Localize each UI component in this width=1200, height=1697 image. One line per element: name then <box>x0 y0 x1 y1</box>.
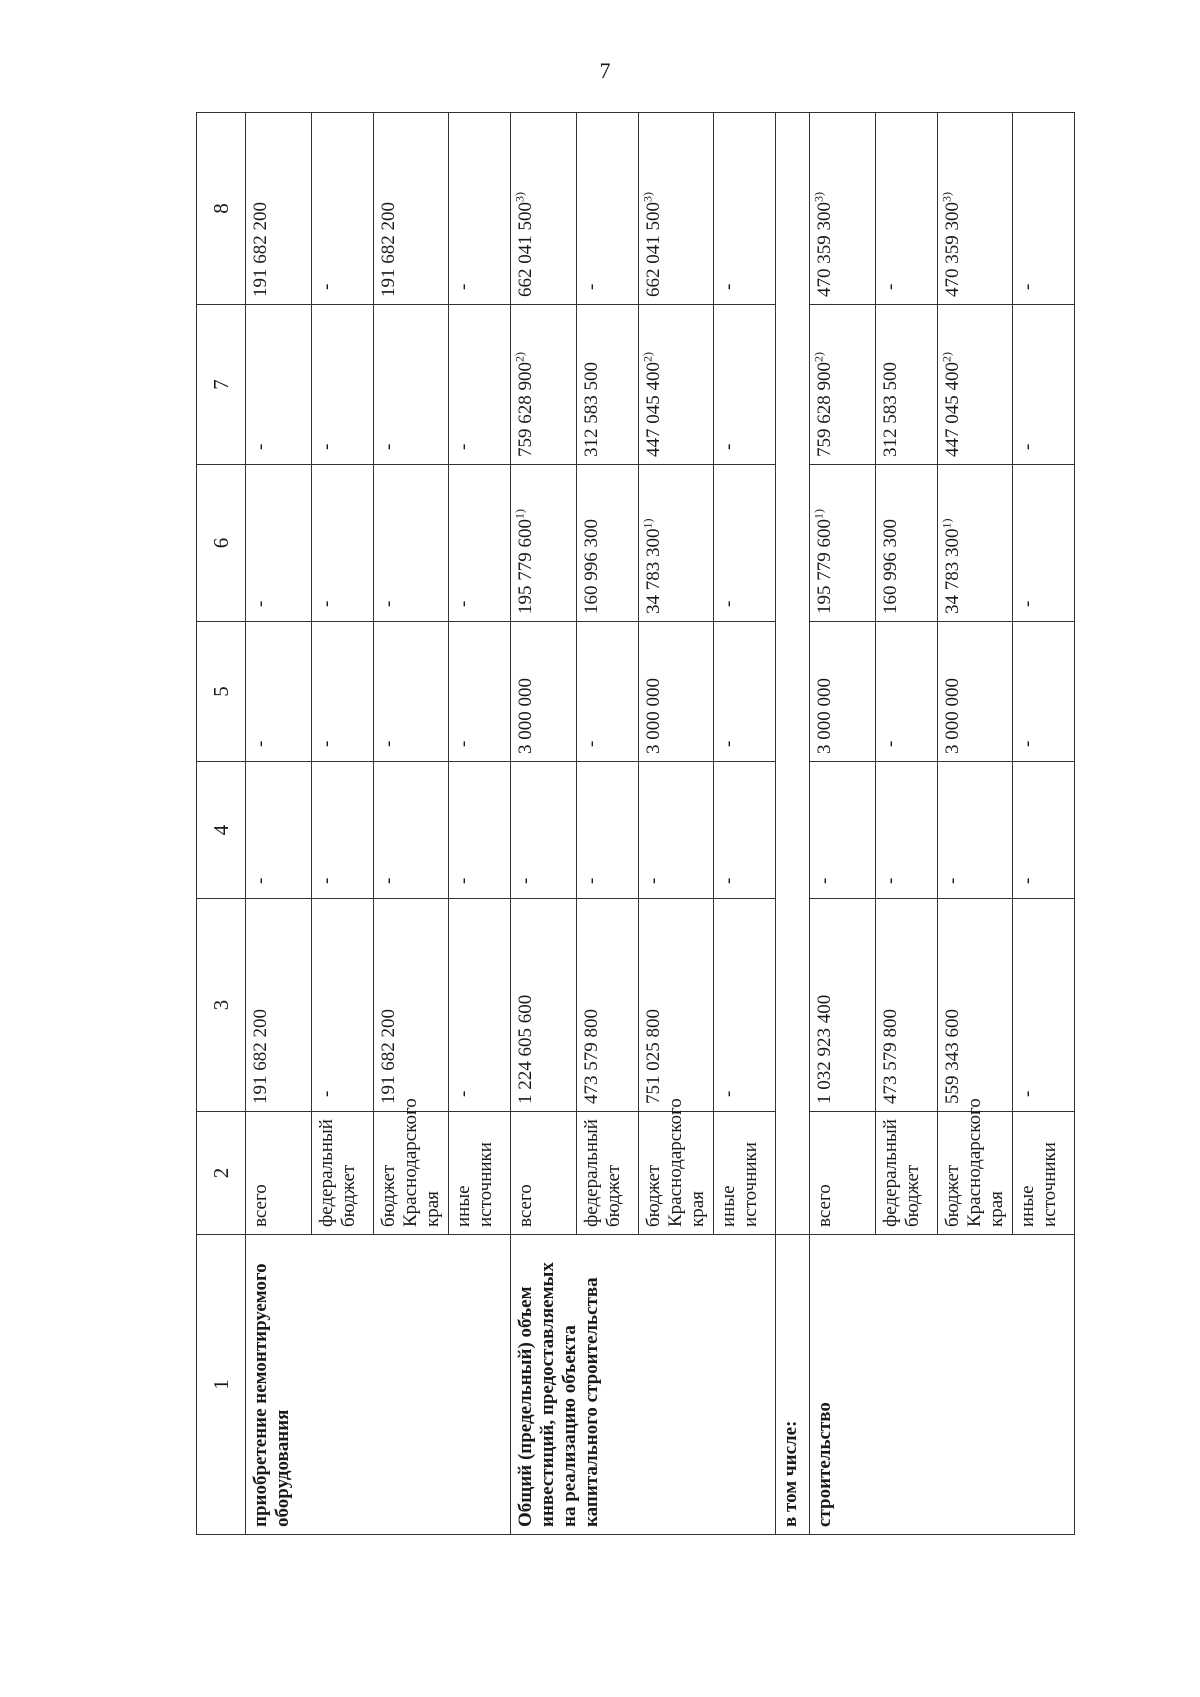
footnote-marker: 1) <box>811 509 826 519</box>
value-cell-c3 <box>876 899 938 1112</box>
value-text: - <box>378 443 399 450</box>
header-cell: 8 <box>197 113 246 305</box>
value-text: - <box>453 1090 474 1097</box>
value-cell-c3 <box>938 899 1013 1112</box>
footnote-marker: 3) <box>939 192 954 202</box>
value-text: - <box>1017 877 1038 884</box>
value-cell-c3 <box>374 899 449 1112</box>
value-text: 473 579 800 <box>581 1009 602 1104</box>
section-label: Общий (предельный) объем инвестиций, предоставляемых на реализацию объекта капитального строительства <box>511 1235 776 1535</box>
value-cell-c6 <box>938 465 1013 622</box>
footnote-marker: 3) <box>512 192 527 202</box>
value-text: - <box>718 443 739 450</box>
subheader-label: в том числе: <box>776 1235 810 1535</box>
value-text: 662 041 500 <box>515 202 536 297</box>
value-cell-c7 <box>374 305 449 465</box>
table-header-row <box>197 113 246 1535</box>
value-text: 160 996 300 <box>880 519 901 614</box>
funding-source-cell: бюджет Краснодарского края <box>938 1112 1013 1235</box>
value-text: 447 045 400 <box>942 362 963 457</box>
footnote-marker: 1) <box>939 518 954 529</box>
value-text: - <box>718 1090 739 1097</box>
value-cell-c5 <box>1013 622 1075 762</box>
value-cell-c8 <box>1013 113 1075 305</box>
value-cell-c6 <box>246 465 312 622</box>
funding-source-cell: федеральный бюджет <box>312 1112 374 1235</box>
value-cell-c4 <box>639 762 714 899</box>
value-text: - <box>316 443 337 450</box>
value-cell-c7 <box>511 305 577 465</box>
value-text: 34 783 300 <box>643 528 664 614</box>
value-cell-c7 <box>714 305 776 465</box>
value-text: - <box>942 877 963 884</box>
subheader-empty-cell <box>776 113 810 1235</box>
footnote-marker: 2) <box>811 352 826 362</box>
value-cell-c6 <box>577 465 639 622</box>
value-cell-c4 <box>810 762 876 899</box>
value-cell-c7 <box>1013 305 1075 465</box>
value-cell-c4 <box>246 762 312 899</box>
value-text: - <box>581 283 602 290</box>
value-text: - <box>378 600 399 607</box>
value-cell-c5 <box>511 622 577 762</box>
value-cell-c3 <box>511 899 577 1112</box>
value-cell-c8 <box>449 113 511 305</box>
value-cell-c7 <box>876 305 938 465</box>
value-text: - <box>880 877 901 884</box>
value-cell-c7 <box>312 305 374 465</box>
value-text: - <box>515 877 536 884</box>
value-cell-c3 <box>312 899 374 1112</box>
table-row <box>246 113 312 1535</box>
value-text: 195 779 600 <box>515 519 536 614</box>
table-row <box>511 113 577 1535</box>
value-text: - <box>316 600 337 607</box>
value-text: 751 025 800 <box>643 1009 664 1104</box>
value-cell-c5 <box>312 622 374 762</box>
value-cell-c6 <box>876 465 938 622</box>
value-cell-c5 <box>810 622 876 762</box>
value-text: 759 628 900 <box>814 362 835 457</box>
value-cell-c6 <box>511 465 577 622</box>
value-text: - <box>1017 600 1038 607</box>
value-text: 759 628 900 <box>515 362 536 457</box>
header-cell: 1 <box>197 1235 246 1535</box>
investment-table <box>196 112 1075 1535</box>
subheader-row <box>776 113 810 1535</box>
value-cell-c8 <box>938 113 1013 305</box>
footnote-marker: 2) <box>939 352 954 362</box>
value-text: 191 682 200 <box>250 1009 271 1104</box>
value-cell-c3 <box>810 899 876 1112</box>
value-text: 195 779 600 <box>814 519 835 614</box>
value-text: 473 579 800 <box>880 1009 901 1104</box>
value-text: - <box>718 600 739 607</box>
value-cell-c4 <box>1013 762 1075 899</box>
value-cell-c3 <box>1013 899 1075 1112</box>
value-cell-c8 <box>714 113 776 305</box>
section-label: строительство <box>810 1235 1075 1535</box>
value-text: 559 343 600 <box>942 1009 963 1104</box>
funding-source-cell: иные источники <box>449 1112 511 1235</box>
value-text: 3 000 000 <box>814 678 835 754</box>
value-cell-c6 <box>374 465 449 622</box>
footnote-marker: 2) <box>512 352 527 362</box>
value-cell-c4 <box>449 762 511 899</box>
value-text: - <box>718 283 739 290</box>
value-text: 191 682 200 <box>378 1009 399 1104</box>
value-cell-c3 <box>246 899 312 1112</box>
value-text: - <box>814 877 835 884</box>
value-cell-c7 <box>577 305 639 465</box>
value-text: - <box>880 283 901 290</box>
value-text: - <box>316 283 337 290</box>
funding-source-cell: федеральный бюджет <box>577 1112 639 1235</box>
value-text: 662 041 500 <box>643 202 664 297</box>
footnote-marker: 1) <box>512 509 527 519</box>
header-cell: 3 <box>197 899 246 1112</box>
value-text: 447 045 400 <box>643 362 664 457</box>
header-cell: 7 <box>197 305 246 465</box>
value-text: - <box>453 283 474 290</box>
value-cell-c6 <box>312 465 374 622</box>
value-text: - <box>1017 1090 1038 1097</box>
value-cell-c6 <box>1013 465 1075 622</box>
value-text: - <box>453 740 474 747</box>
table-body <box>197 113 1075 1535</box>
funding-source-cell: федеральный бюджет <box>876 1112 938 1235</box>
value-cell-c4 <box>714 762 776 899</box>
value-cell-c8 <box>577 113 639 305</box>
header-cell: 2 <box>197 1112 246 1235</box>
value-cell-c8 <box>374 113 449 305</box>
value-text: 191 682 200 <box>250 202 271 297</box>
value-cell-c6 <box>810 465 876 622</box>
footnote-marker: 3) <box>640 192 655 202</box>
value-cell-c3 <box>449 899 511 1112</box>
value-cell-c5 <box>639 622 714 762</box>
value-cell-c5 <box>938 622 1013 762</box>
value-cell-c6 <box>449 465 511 622</box>
footnote-marker: 3) <box>811 192 826 202</box>
value-cell-c8 <box>810 113 876 305</box>
value-cell-c8 <box>246 113 312 305</box>
value-text: - <box>378 877 399 884</box>
value-cell-c5 <box>577 622 639 762</box>
value-text: 3 000 000 <box>515 678 536 754</box>
value-cell-c4 <box>938 762 1013 899</box>
value-cell-c7 <box>639 305 714 465</box>
value-text: 470 359 300 <box>942 202 963 297</box>
value-cell-c4 <box>577 762 639 899</box>
funding-source-cell: иные источники <box>714 1112 776 1235</box>
value-text: 3 000 000 <box>643 678 664 754</box>
value-text: - <box>643 877 664 884</box>
value-cell-c3 <box>714 899 776 1112</box>
value-cell-c3 <box>577 899 639 1112</box>
value-cell-c5 <box>714 622 776 762</box>
value-cell-c7 <box>938 305 1013 465</box>
value-text: - <box>316 877 337 884</box>
value-cell-c3 <box>639 899 714 1112</box>
value-cell-c6 <box>714 465 776 622</box>
value-cell-c8 <box>511 113 577 305</box>
value-text: 312 583 500 <box>581 362 602 457</box>
value-text: 3 000 000 <box>942 678 963 754</box>
header-cell: 5 <box>197 622 246 762</box>
value-text: - <box>316 1090 337 1097</box>
value-cell-c5 <box>449 622 511 762</box>
value-cell-c4 <box>511 762 577 899</box>
value-text: - <box>316 740 337 747</box>
funding-source-cell: всего <box>810 1112 876 1235</box>
footnote-marker: 1) <box>640 518 655 529</box>
value-cell-c8 <box>876 113 938 305</box>
funding-source-cell: иные источники <box>1013 1112 1075 1235</box>
value-cell-c5 <box>246 622 312 762</box>
table-row <box>810 113 876 1535</box>
header-cell: 6 <box>197 465 246 622</box>
funding-source-cell: всего <box>246 1112 312 1235</box>
value-text: - <box>581 877 602 884</box>
value-text: - <box>718 740 739 747</box>
funding-source-cell: всего <box>511 1112 577 1235</box>
value-text: - <box>378 740 399 747</box>
value-text: - <box>250 740 271 747</box>
value-cell-c8 <box>639 113 714 305</box>
value-cell-c7 <box>810 305 876 465</box>
value-text: - <box>250 600 271 607</box>
value-cell-c8 <box>312 113 374 305</box>
value-cell-c5 <box>876 622 938 762</box>
value-cell-c7 <box>449 305 511 465</box>
value-cell-c6 <box>639 465 714 622</box>
value-text: - <box>581 740 602 747</box>
value-text: - <box>1017 740 1038 747</box>
value-text: - <box>718 877 739 884</box>
value-text: 160 996 300 <box>581 519 602 614</box>
header-cell: 4 <box>197 762 246 899</box>
value-cell-c7 <box>246 305 312 465</box>
value-text: - <box>880 740 901 747</box>
section-label: приобретение немонтируемого оборудования <box>246 1235 511 1535</box>
value-text: - <box>1017 283 1038 290</box>
rotated-table-frame <box>196 113 1060 1535</box>
value-text: - <box>250 443 271 450</box>
rotated-table-container <box>196 113 1060 1535</box>
value-cell-c4 <box>876 762 938 899</box>
funding-source-cell: бюджет Краснодарского края <box>374 1112 449 1235</box>
footnote-marker: 2) <box>640 352 655 362</box>
value-text: - <box>453 877 474 884</box>
page-number: 7 <box>599 58 611 83</box>
funding-source-cell: бюджет Краснодарского края <box>639 1112 714 1235</box>
value-cell-c4 <box>374 762 449 899</box>
value-text: 1 032 923 400 <box>814 994 835 1104</box>
value-text: - <box>453 443 474 450</box>
value-text: 191 682 200 <box>378 202 399 297</box>
value-text: 34 783 300 <box>942 528 963 614</box>
value-text: - <box>250 877 271 884</box>
value-text: 312 583 500 <box>880 362 901 457</box>
value-text: - <box>1017 443 1038 450</box>
value-text: - <box>453 600 474 607</box>
value-cell-c5 <box>374 622 449 762</box>
value-text: 470 359 300 <box>814 202 835 297</box>
value-text: 1 224 605 600 <box>515 994 536 1104</box>
value-cell-c4 <box>312 762 374 899</box>
